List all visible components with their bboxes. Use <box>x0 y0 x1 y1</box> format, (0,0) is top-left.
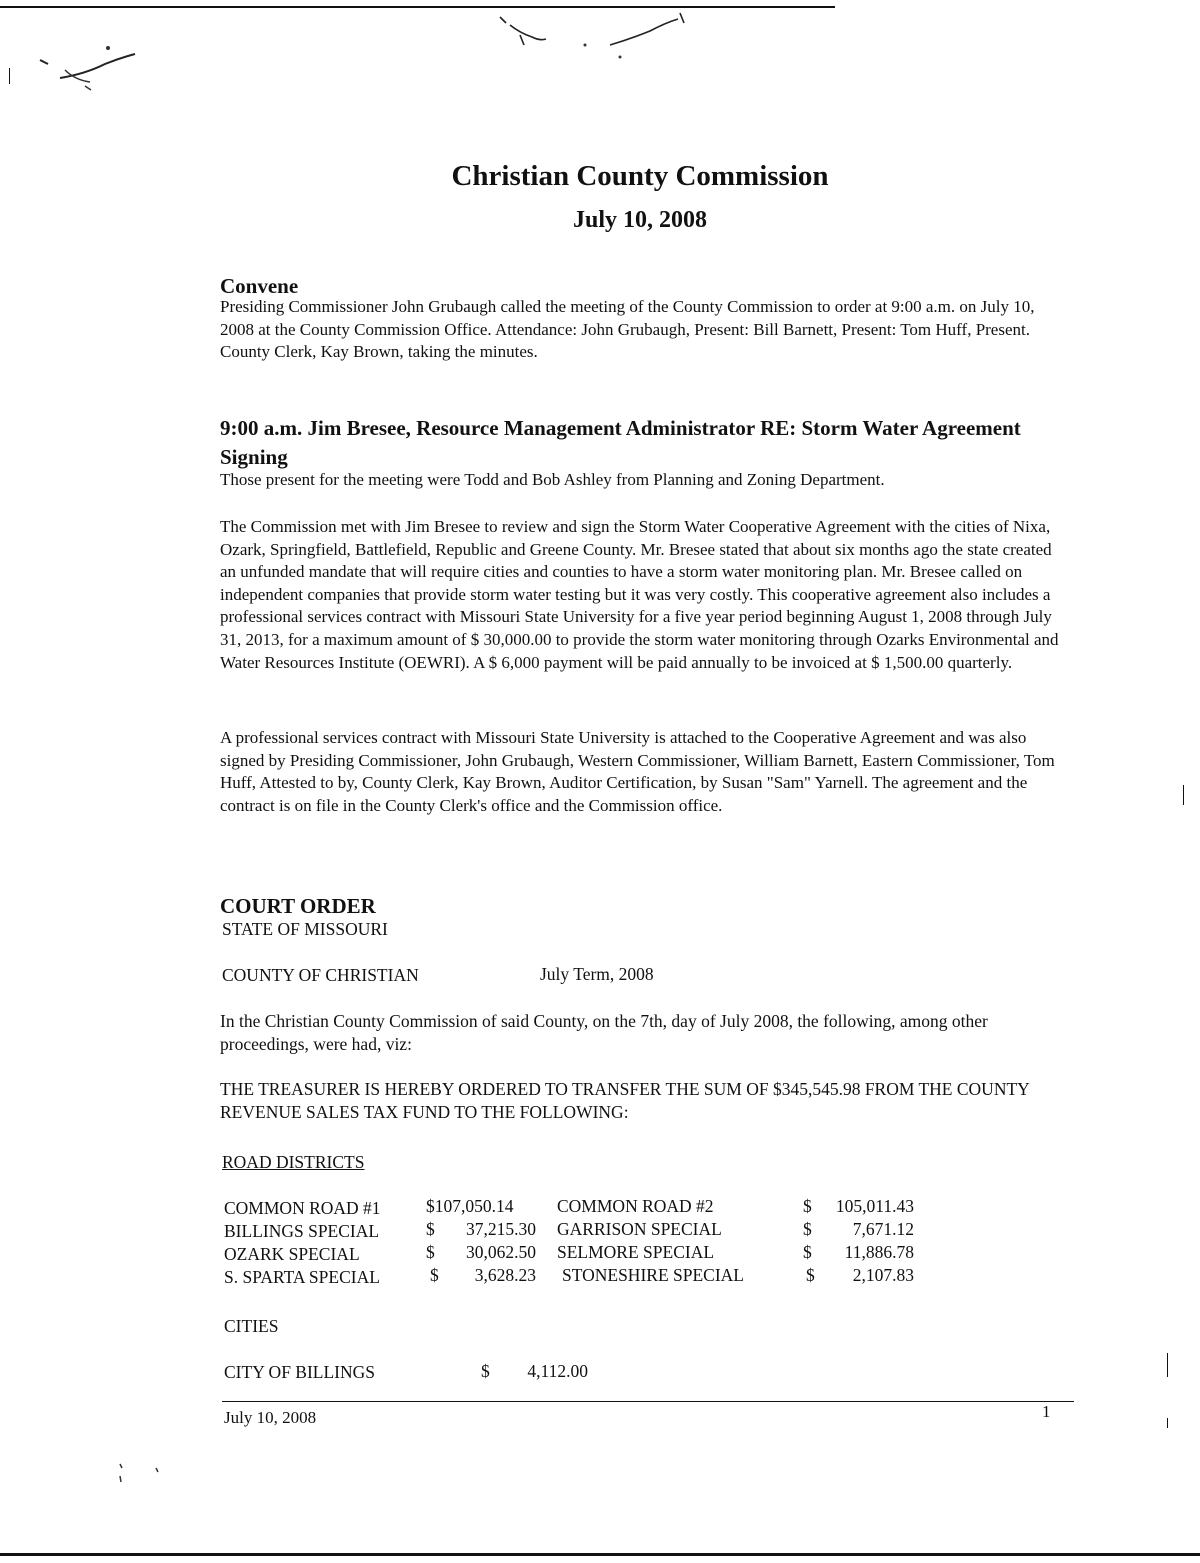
storm-water-paragraph-2: A professional services contract with Missouri State University is attached to the Cooperative Agreement and was also signed by Presiding Commissioner, John Grubaugh, Western Commissioner, William Barnett, Eastern Commissioner, Tom Huff, Attested to by, County Clerk, Kay Brown, Auditor Certification, by Susan "Sam" Yarnell. The agreement and the contract is on file in the County Clerk's office and the Commission office. <box>220 728 1055 815</box>
road-right-currency-2: $ <box>803 1242 812 1262</box>
road-right-amount-2: 11,886.78 <box>844 1242 914 1262</box>
road-right-name-2: SELMORE SPECIAL <box>557 1242 715 1262</box>
road-left-amount-3: 3,628.23 <box>474 1265 536 1285</box>
road-right-amount-1: 7,671.12 <box>852 1219 914 1239</box>
storm-water-present: Those present for the meeting were Todd and Bob Ashley from Planning and Zoning Department. <box>220 470 885 489</box>
convene-heading: Convene <box>220 274 299 298</box>
term-line: July Term, 2008 <box>540 964 654 984</box>
road-left-amount-2: 30,062.50 <box>466 1242 536 1262</box>
road-right-amount-0: 105,011.43 <box>835 1196 914 1216</box>
road-right-currency-1: $ <box>803 1219 812 1239</box>
storm-water-paragraph-1: The Commission met with Jim Bresee to review and sign the Storm Water Cooperative Agreement with the cities of Nixa, Ozark, Springfield, Battlefield, Republic and Greene County. Mr. Bresee stated that about six months ago the state created an unfunded mandate that will require cities and counties to have a storm water monitoring plan. Mr. Bresee called on independent companies that provide storm water testing but it was very costly. This cooperative agreement also includes a professional services contract with Missouri State University for a five year period beginning August 1, 2008 through July 31, 2013, for a maximum amount of $ 30,000.00 to provide the storm water monitoring through Ozarks Environmental and Water Resources Institute (OEWRI). A $ 6,000 payment will be paid annually to be invoiced at $ 1,500.00 quarterly. <box>220 517 1059 672</box>
city-amount-0: 4,112.00 <box>527 1361 588 1381</box>
road-left-name-3: S. SPARTA SPECIAL <box>224 1267 380 1287</box>
scan-right-mark-1 <box>1183 785 1184 805</box>
scan-smudge-top <box>480 5 720 75</box>
road-right-currency-3: $ <box>806 1265 815 1285</box>
city-name-0: CITY OF BILLINGS <box>224 1362 376 1382</box>
court-order-heading: COURT ORDER <box>220 894 376 918</box>
proceedings-text: In the Christian County Commission of said County, on the 7th, day of July 2008, the following, among other proceedings, were had, viz: <box>220 1011 988 1054</box>
road-right-name-0: COMMON ROAD #2 <box>557 1196 714 1216</box>
road-right-name-1: GARRISON SPECIAL <box>557 1219 722 1239</box>
city-currency-0: $ <box>481 1361 490 1381</box>
road-left-amount-0: $107,050.14 <box>426 1196 514 1216</box>
road-left-currency-2: $ <box>426 1242 435 1262</box>
footer-rule <box>222 1401 1074 1402</box>
scan-smudge-left <box>30 40 150 110</box>
road-right-amount-3: 2,107.83 <box>852 1265 914 1285</box>
road-left-name-0: COMMON ROAD #1 <box>224 1198 381 1218</box>
road-left-currency-3: $ <box>430 1265 439 1285</box>
page-date: July 10, 2008 <box>572 207 707 233</box>
cities-heading: CITIES <box>224 1316 279 1336</box>
road-left-name-2: OZARK SPECIAL <box>224 1244 360 1264</box>
road-left-amount-1: 37,215.30 <box>466 1219 536 1239</box>
scan-smudge-bottom-left <box>110 1458 170 1498</box>
county-line: COUNTY OF CHRISTIAN <box>222 965 419 985</box>
page-title: Christian County Commission <box>451 160 829 192</box>
scan-right-mark-3 <box>1167 1418 1168 1428</box>
storm-water-heading: 9:00 a.m. Jim Bresee, Resource Management Administrator RE: Storm Water Agreement Signing <box>220 416 1021 469</box>
road-right-currency-0: $ <box>803 1196 812 1216</box>
footer-page-number: 1 <box>1042 1402 1051 1421</box>
scan-bottom-border <box>0 1553 1200 1556</box>
state-line: STATE OF MISSOURI <box>222 919 388 939</box>
footer-date: July 10, 2008 <box>224 1408 317 1427</box>
road-left-currency-1: $ <box>426 1219 435 1239</box>
road-districts-heading: ROAD DISTRICTS <box>222 1152 365 1172</box>
road-left-name-1: BILLINGS SPECIAL <box>224 1221 380 1241</box>
convene-text: Presiding Commissioner John Grubaugh called the meeting of the County Commission to order at 9:00 a.m. on July 10, 2008 at the County Commission Office. Attendance: John Grubaugh, Present: Bill Barnett, Present: Tom Huff, Present. County Clerk, Kay Brown, taking the minutes. <box>220 297 1035 362</box>
transfer-order-text: THE TREASURER IS HEREBY ORDERED TO TRANSFER THE SUM OF $345,545.98 FROM THE COUNTY REVENUE SALES TAX FUND TO THE FOLLOWING: <box>220 1079 1030 1122</box>
road-right-name-3: STONESHIRE SPECIAL <box>562 1265 744 1285</box>
scan-right-mark-2 <box>1167 1353 1168 1377</box>
scan-left-mark <box>9 68 10 84</box>
